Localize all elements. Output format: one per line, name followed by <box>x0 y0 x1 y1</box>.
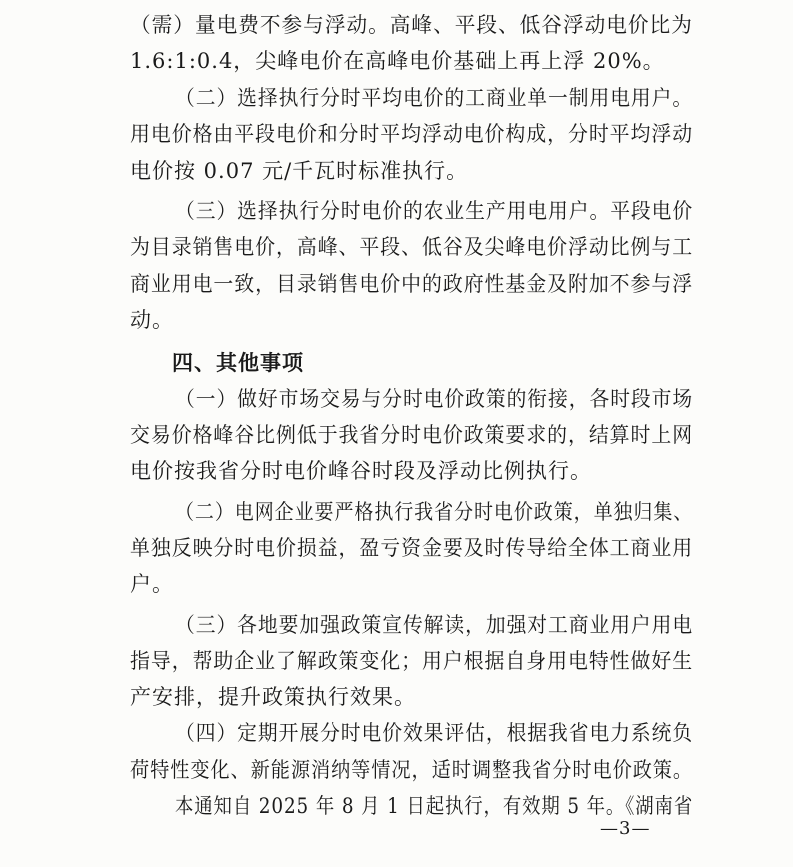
text-line: 为目录销售电价，高峰、平段、低谷及尖峰电价浮动比例与工 <box>130 235 694 259</box>
text-line: 商业用电一致，目录销售电价中的政府性基金及附加不参与浮 <box>130 272 694 296</box>
section-heading: 四、其他事项 <box>172 350 304 375</box>
text-line: 电价按我省分时电价峰谷时段及浮动比例执行。 <box>130 459 592 483</box>
text-line: 单独反映分时电价损益，盈亏资金要及时传导给全体工商业用 <box>130 536 694 560</box>
text-line: 用电价格由平段电价和分时平均浮动电价构成，分时平均浮动 <box>130 122 694 146</box>
paragraph-first-line: （三）各地要加强政策宣传解读，加强对工商业用户用电 <box>175 613 694 637</box>
paragraph-first-line: （三）选择执行分时电价的农业生产用电用户。平段电价 <box>175 199 694 223</box>
paragraph-first-line: （二）选择执行分时平均电价的工商业单一制用电用户。 <box>175 86 694 110</box>
text-line: （需）量电费不参与浮动。高峰、平段、低谷浮动电价比为 <box>130 13 693 37</box>
text-line: 户。 <box>130 572 174 596</box>
paragraph-first-line: （一）做好市场交易与分时电价政策的衔接，各时段市场 <box>175 387 694 411</box>
text-line: 1.6:1:0.4，尖峰电价在高峰电价基础上再上浮 20%。 <box>130 49 665 73</box>
paragraph-first-line: 本通知自 2025 年 8 月 1 日起执行，有效期 5 年。《湖南省 <box>175 794 694 818</box>
page-number: —3— <box>600 818 651 839</box>
text-line: 动。 <box>130 308 174 332</box>
paragraph-first-line: （四）定期开展分时电价效果评估，根据我省电力系统负 <box>175 721 694 745</box>
text-line: 荷特性变化、新能源消纳等情况，适时调整我省分时电价政策。 <box>130 758 694 782</box>
text-line: 产安排，提升政策执行效果。 <box>130 685 416 709</box>
text-line: 电价按 0.07 元/千瓦时标准执行。 <box>130 159 469 183</box>
text-line: 交易价格峰谷比例低于我省分时电价政策要求的，结算时上网 <box>130 423 694 447</box>
paragraph-first-line: （二）电网企业要严格执行我省分时电价政策，单独归集、 <box>175 500 694 524</box>
text-line: 指导，帮助企业了解政策变化；用户根据自身用电特性做好生 <box>130 649 694 673</box>
